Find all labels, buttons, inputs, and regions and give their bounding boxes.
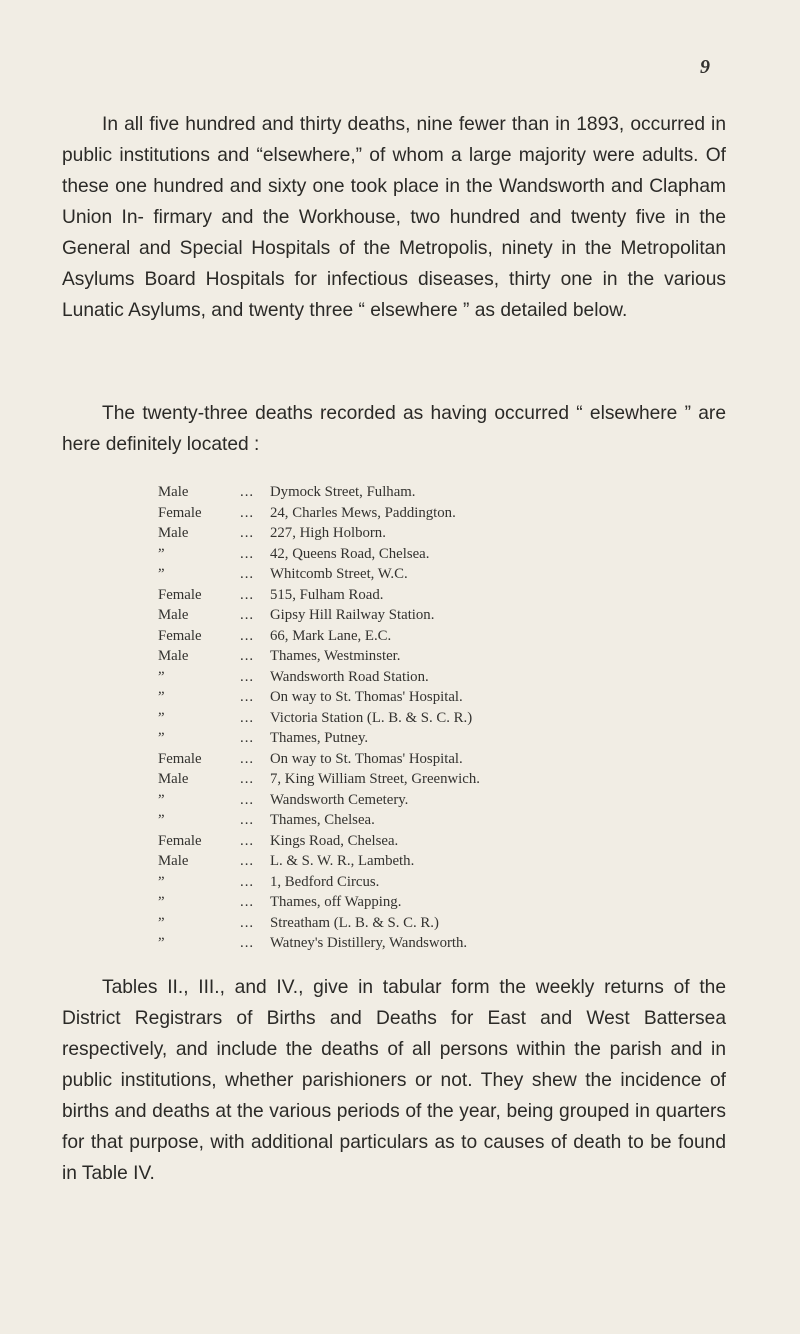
paragraph-elsewhere-intro: The twenty-three deaths recorded as having occurred “ elsewhere ” are here definitely located : <box>62 403 726 455</box>
entry-place: Gipsy Hill Railway Station. <box>270 607 435 623</box>
entry-leader: ... <box>240 504 255 521</box>
entry-place: Whitcomb Street, W.C. <box>270 566 408 582</box>
entry-sex: Male <box>158 607 189 623</box>
entry-sex: ” <box>158 894 165 910</box>
entry-place: 1, Bedford Circus. <box>270 873 380 890</box>
entry-place: Thames, Chelsea. <box>270 812 375 828</box>
entry-leader: ... <box>240 586 255 603</box>
entry-leader: ... <box>240 648 255 664</box>
entry-place: Streatham (L. B. & S. C. R.) <box>270 914 439 931</box>
list-item <box>158 749 718 770</box>
entry-place: L. & S. W. R., Lambeth. <box>270 853 415 869</box>
entry-leader: ... <box>240 484 255 500</box>
entry-place: 42, Queens Road, Chelsea. <box>270 545 430 562</box>
list-item <box>158 892 718 913</box>
entry-place: Thames, Putney. <box>270 730 369 746</box>
page-number: 9 <box>700 56 710 78</box>
entry-leader: ... <box>240 689 255 705</box>
list-item <box>158 851 718 872</box>
entry-place: Watney's Distillery, Wandsworth. <box>270 935 468 951</box>
list-item <box>158 769 718 790</box>
list-item <box>158 605 718 626</box>
entry-sex: Female <box>158 750 202 767</box>
entry-sex: Male <box>158 853 189 869</box>
entry-leader: ... <box>240 935 255 951</box>
list-item <box>158 482 718 503</box>
entry-leader: ... <box>240 873 255 890</box>
entry-place: 24, Charles Mews, Paddington. <box>270 504 456 521</box>
entry-sex: Male <box>158 484 189 500</box>
entry-sex: Female <box>158 504 202 521</box>
entry-place: Wandsworth Road Station. <box>270 668 429 685</box>
entry-leader: ... <box>240 607 255 623</box>
entry-leader: ... <box>240 771 255 787</box>
entry-sex: Male <box>158 771 189 787</box>
list-item <box>158 626 718 647</box>
list-item <box>158 523 718 544</box>
entry-leader: ... <box>240 668 255 685</box>
entry-leader: ... <box>240 791 255 808</box>
list-item <box>158 687 718 708</box>
entry-place: Kings Road, Chelsea. <box>270 832 399 849</box>
entry-leader: ... <box>240 730 255 746</box>
list-item <box>158 564 718 585</box>
entry-sex: ” <box>158 668 165 685</box>
entry-place: Thames, Westminster. <box>270 648 401 664</box>
elsewhere-deaths-list <box>158 482 718 954</box>
entry-place: On way to St. Thomas' Hospital. <box>270 689 463 705</box>
entry-leader: ... <box>240 914 255 931</box>
list-item <box>158 728 718 749</box>
entry-place: 227, High Holborn. <box>270 525 386 541</box>
entry-place: Wandsworth Cemetery. <box>270 791 409 808</box>
entry-leader: ... <box>240 627 255 644</box>
entry-place: 7, King William Street, Greenwich. <box>270 771 480 787</box>
entry-sex: ” <box>158 689 165 705</box>
entry-sex: ” <box>158 935 165 951</box>
list-item <box>158 503 718 524</box>
entry-sex: ” <box>158 709 165 726</box>
paragraph-tables-description: Tables II., III., and IV., give in tabular form the weekly returns of the District Registrars of Births and Deaths for East and West Battersea respectively, and include the deaths of all persons within the parish and in public institutions, whether parishioners or not. They shew the incidence of births and deaths at the various periods of the year, being grouped in quarters for that purpose, with additional particulars as to causes of death to be found in Table IV. <box>62 977 726 1184</box>
entry-sex: Female <box>158 586 202 603</box>
list-item <box>158 933 718 954</box>
entry-leader: ... <box>240 812 255 828</box>
entry-sex: ” <box>158 566 165 582</box>
list-item <box>158 585 718 606</box>
entry-leader: ... <box>240 832 255 849</box>
entry-leader: ... <box>240 894 255 910</box>
entry-sex: ” <box>158 545 165 562</box>
entry-sex: Female <box>158 832 202 849</box>
entry-leader: ... <box>240 853 255 869</box>
list-item <box>158 544 718 565</box>
list-item <box>158 667 718 688</box>
entry-place: Victoria Station (L. B. & S. C. R.) <box>270 709 473 726</box>
entry-sex: ” <box>158 812 165 828</box>
paragraph-institution-deaths: In all five hundred and thirty deaths, nine fewer than in 1893, occurred in public institutions and “elsewhere,” of whom a large majority were adults. Of these one hundred and sixty one took place in the Wandsworth and Clapham Union In- firmary and the Workhouse, two hundred and twenty five in the General and Special Hospitals of the Metropolis, ninety in the Metropolitan Asylums Board Hospitals for infectious diseases, thirty one in the various Lunatic Asylums, and twenty three “ elsewhere ” as detailed below. <box>62 114 726 321</box>
entry-sex: ” <box>158 791 165 808</box>
entry-place: 66, Mark Lane, E.C. <box>270 627 392 644</box>
entry-sex: Male <box>158 525 189 541</box>
list-item <box>158 913 718 934</box>
entry-sex: ” <box>158 730 165 746</box>
entry-place: On way to St. Thomas' Hospital. <box>270 750 463 767</box>
entry-leader: ... <box>240 709 255 726</box>
list-item <box>158 831 718 852</box>
entry-leader: ... <box>240 525 255 541</box>
entry-sex: ” <box>158 914 165 931</box>
entry-leader: ... <box>240 566 255 582</box>
list-item <box>158 810 718 831</box>
entry-leader: ... <box>240 750 255 767</box>
list-item <box>158 646 718 667</box>
list-item <box>158 708 718 729</box>
entry-place: 515, Fulham Road. <box>270 586 384 603</box>
entry-leader: ... <box>240 545 255 562</box>
entry-place: Dymock Street, Fulham. <box>270 484 416 500</box>
entry-sex: Male <box>158 648 189 664</box>
list-item <box>158 872 718 893</box>
list-item <box>158 790 718 811</box>
entry-sex: ” <box>158 873 165 890</box>
entry-sex: Female <box>158 627 202 644</box>
entry-place: Thames, off Wapping. <box>270 894 402 910</box>
